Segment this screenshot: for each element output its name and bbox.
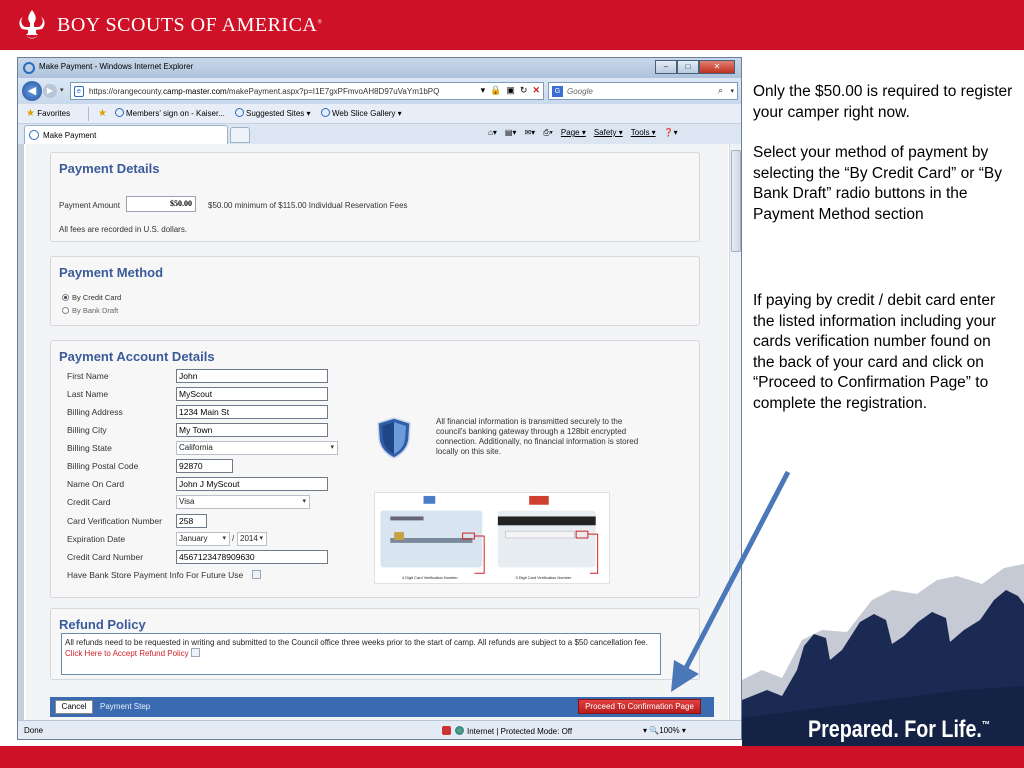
payment-amount-note: $50.00 minimum of $115.00 Individual Reservation Fees	[208, 201, 408, 210]
last-name-label: Last Name	[67, 389, 109, 399]
home-icon[interactable]: ⌂▾	[488, 128, 497, 137]
scrollbar-thumb[interactable]	[731, 150, 741, 252]
billing-state-select[interactable]	[176, 441, 338, 455]
tab-label: Make Payment	[43, 131, 97, 140]
billing-city-field[interactable]: My Town	[176, 423, 328, 437]
compatibility-icon[interactable]: ▣	[506, 85, 515, 95]
status-bar	[18, 720, 741, 739]
radio-by-bank-draft[interactable]	[62, 307, 69, 314]
status-done: Done	[24, 726, 44, 735]
name-on-card-field[interactable]: John J MyScout	[176, 477, 328, 491]
card-number-field[interactable]: 4567123478909630	[176, 550, 328, 564]
payment-method-title: Payment Method	[59, 265, 164, 280]
favorites-bar	[18, 104, 741, 124]
credit-card-value: Visa	[179, 497, 195, 506]
maximize-button[interactable]: □	[677, 60, 699, 74]
address-url: https://orangecounty.camp-master.com/makePayment.aspx?p=I1E7gxPFmvoAH8D97uVaYm1bPQ	[89, 87, 440, 96]
forward-button[interactable]: ▶	[43, 84, 57, 98]
google-icon: G	[552, 86, 563, 97]
window-controls	[655, 60, 735, 74]
status-zone: Internet | Protected Mode: Off	[442, 726, 572, 736]
first-name-field[interactable]: John	[176, 369, 328, 383]
instruction-notes	[753, 82, 1015, 414]
zoom-level[interactable]: ▾ 🔍100% ▾	[643, 726, 686, 735]
refund-policy-title: Refund Policy	[59, 617, 146, 632]
postal-code-label: Billing Postal Code	[67, 461, 139, 471]
ie-page-icon	[29, 130, 39, 140]
ie-page-icon	[321, 108, 330, 117]
chevron-down-icon: ▾	[222, 535, 226, 542]
mail-icon[interactable]: ✉▾	[524, 128, 536, 137]
payment-method-section	[50, 256, 700, 326]
back-button[interactable]: ◀	[22, 81, 42, 101]
search-placeholder: Google	[567, 87, 593, 96]
credit-card-select[interactable]	[176, 495, 310, 509]
lock-icon[interactable]: 🔒	[490, 85, 502, 95]
expiration-separator: /	[232, 534, 235, 543]
expiration-month-select[interactable]	[176, 532, 230, 546]
refresh-icon[interactable]: ↻	[519, 85, 528, 95]
store-info-checkbox[interactable]	[252, 570, 261, 579]
expiration-month-value: January	[179, 534, 208, 543]
cvv-field[interactable]: 258	[176, 514, 207, 528]
payment-amount-label: Payment Amount	[59, 201, 120, 210]
new-tab-button[interactable]	[230, 127, 250, 143]
billing-state-value: California	[179, 443, 213, 452]
favorite-web-slice-gallery[interactable]: Web Slice Gallery ▾	[321, 108, 402, 118]
name-on-card-label: Name On Card	[67, 479, 125, 489]
step-bar	[50, 697, 714, 717]
ie-page-icon	[235, 108, 244, 117]
address-dropdown-icon[interactable]: ▾	[480, 85, 486, 95]
blocked-content-icon[interactable]	[442, 726, 451, 735]
account-details-title: Payment Account Details	[59, 349, 215, 364]
card-verification-image	[374, 492, 610, 584]
option-by-credit-card[interactable]: By Credit Card	[72, 293, 122, 302]
refund-policy-text: All refunds need to be requested in writing and submitted to the Council office three weeks prior to the start of camp. All refunds are subject to a $50 cancellation fee.	[65, 638, 648, 647]
first-name-label: First Name	[67, 371, 109, 381]
billing-city-label: Billing City	[67, 425, 107, 435]
security-shield-icon	[376, 417, 412, 459]
feeds-icon[interactable]: ▤▾	[504, 128, 517, 137]
history-dropdown-icon[interactable]: ▾	[60, 87, 64, 94]
billing-address-field[interactable]: 1234 Main St	[176, 405, 328, 419]
card-number-label: Credit Card Number	[67, 552, 144, 562]
currency-note: All fees are recorded in U.S. dollars.	[59, 225, 188, 234]
favorites-button[interactable]: ★ Favorites	[26, 108, 71, 119]
refund-policy-box	[61, 633, 661, 675]
page-viewport	[18, 144, 741, 720]
search-dropdown-icon[interactable]: ▾	[730, 88, 734, 95]
step-label: Payment Step	[100, 702, 151, 711]
page-icon: e	[74, 86, 84, 97]
search-icon[interactable]: ⌕	[717, 85, 723, 95]
chevron-down-icon: ▾	[330, 444, 334, 451]
print-icon[interactable]: ⎙▾	[543, 128, 553, 137]
address-bar[interactable]	[70, 82, 544, 100]
tab-row	[18, 124, 741, 144]
postal-code-field[interactable]: 92870	[176, 459, 233, 473]
chevron-down-icon: ▾	[302, 498, 306, 505]
viewport-edge	[18, 144, 24, 720]
star-icon: ★	[26, 108, 35, 119]
minimize-button[interactable]: –	[655, 60, 677, 74]
stop-icon[interactable]: ✕	[532, 85, 540, 95]
payment-details-section	[50, 152, 700, 242]
page-menu[interactable]: Page ▾	[560, 128, 586, 137]
billing-address-label: Billing Address	[67, 407, 123, 417]
refund-policy-section	[50, 608, 700, 680]
payment-account-details-section	[50, 340, 700, 598]
security-note: All financial information is transmitted securely to the council's banking gateway through a 128bit encrypted connection. Additionally, no financial information is stored locally on this site.	[436, 417, 639, 456]
search-box[interactable]	[548, 82, 738, 100]
note-proceed: “Proceed to Confirmation Page” to complete the registration.	[753, 374, 989, 412]
billing-state-label: Billing State	[67, 443, 112, 453]
address-actions	[481, 85, 540, 96]
note-gap	[753, 245, 1015, 291]
accept-refund-checkbox[interactable]	[191, 648, 200, 657]
payment-amount-input[interactable]: $50.00	[126, 196, 196, 212]
tools-menu[interactable]: Tools ▾	[630, 128, 656, 137]
option-by-bank-draft[interactable]: By Bank Draft	[72, 306, 119, 315]
add-favorite-icon[interactable]: ★	[98, 108, 107, 119]
proceed-to-confirmation-button[interactable]: Proceed To Confirmation Page	[578, 699, 701, 714]
slide-header-bar	[0, 0, 1024, 50]
payment-details-title: Payment Details	[59, 161, 160, 176]
ie-page-icon	[115, 108, 124, 117]
payment-page	[26, 144, 728, 720]
expiration-year-value: 2014	[240, 534, 258, 543]
last-name-field[interactable]: MyScout	[176, 387, 328, 401]
credit-card-label: Credit Card	[67, 497, 111, 507]
slide-footer-bar	[0, 746, 1024, 768]
note-payment-method: Select your method of payment by selecting the “By Credit Card” or “By Bank Draft” radio buttons in the Payment Method section	[753, 144, 1002, 223]
window-titlebar	[18, 58, 741, 78]
amex-caption: 4 Digit Card Verification Number	[402, 575, 458, 581]
tagline: Prepared. For Life.™	[808, 716, 991, 743]
help-icon[interactable]: ❓▾	[663, 128, 678, 137]
visa-caption: 3 Digit Card Verification Number	[515, 575, 572, 581]
vertical-scrollbar[interactable]	[729, 144, 741, 720]
favorites-separator	[88, 107, 89, 121]
window-title: Make Payment - Windows Internet Explorer	[39, 62, 194, 71]
browser-window	[17, 57, 742, 740]
globe-icon	[455, 726, 464, 735]
note-required-amount: Only the $50.00 is required to register your camper right now.	[753, 83, 1013, 121]
chevron-down-icon: ▾	[259, 535, 263, 542]
store-info-label: Have Bank Store Payment Info For Future Use	[67, 570, 244, 580]
note-credit-card: If paying by credit / debit card enter the listed information including your cards verification number found on the back of your card and click on	[753, 292, 996, 371]
expiration-label: Expiration Date	[67, 534, 126, 544]
tab-make-payment[interactable]	[24, 125, 228, 144]
favorite-suggested-sites[interactable]: Suggested Sites ▾	[235, 108, 311, 118]
safety-menu[interactable]: Safety ▾	[593, 128, 623, 137]
accept-refund-policy-link[interactable]: Click Here to Accept Refund Policy	[65, 649, 189, 658]
radio-by-credit-card[interactable]	[62, 294, 69, 301]
command-bar	[488, 128, 678, 138]
expiration-year-select[interactable]	[237, 532, 267, 546]
ie-icon	[23, 62, 35, 74]
close-window-button[interactable]: ✕	[699, 60, 735, 74]
address-row	[18, 78, 741, 104]
bsa-fleur-de-lis-icon	[14, 7, 50, 43]
cvv-label: Card Verification Number	[67, 516, 162, 526]
org-name: BOY SCOUTS OF AMERICA®	[57, 14, 323, 36]
cancel-button[interactable]: Cancel	[55, 700, 93, 714]
favorite-members-link[interactable]: Members' sign on - Kaiser...	[115, 108, 225, 118]
